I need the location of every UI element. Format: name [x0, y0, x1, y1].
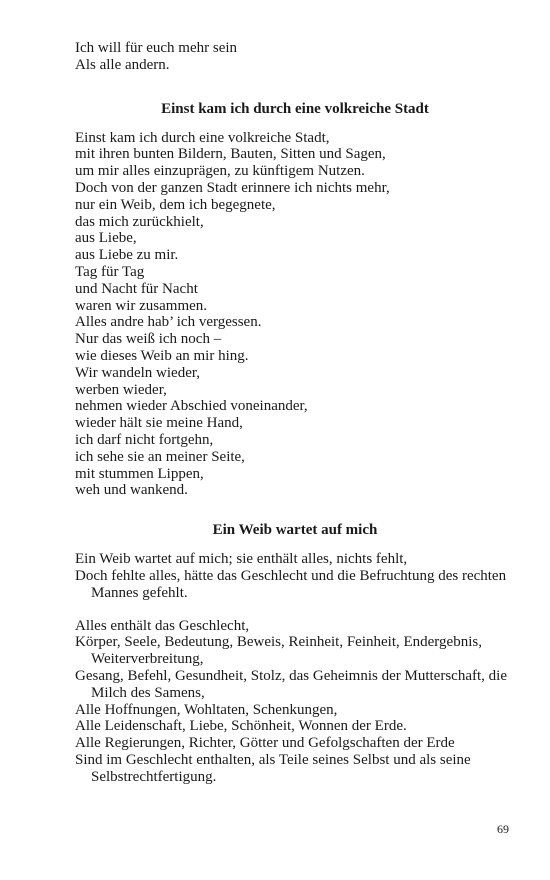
poem-line-continuation: Mannes gefehlt. — [91, 584, 188, 601]
poem-line-continuation: Weiterverbreitung, — [91, 651, 204, 668]
poem-line: Doch von der ganzen Stadt erinnere ich nichts mehr, — [75, 179, 390, 196]
poem-line: Körper, Seele, Bedeutung, Beweis, Reinheit, Feinheit, Endergebnis, — [75, 634, 482, 651]
intro-stanza — [75, 40, 515, 74]
poem-line: Einst kam ich durch eine volkreiche Stadt, — [75, 129, 330, 146]
poem-line: Ich will für euch mehr sein — [75, 40, 238, 56]
poem-line: Alle Leidenschaft, Liebe, Schönheit, Wonnen der Erde. — [75, 718, 407, 735]
poem-line: das mich zurückhielt, — [75, 213, 204, 230]
poem-line: Alle Hoffnungen, Wohltaten, Schenkungen, — [75, 701, 338, 718]
poem-line: um mir alles einzuprägen, zu künftigem Nutzen. — [75, 163, 365, 180]
poem-line: waren wir zusammen. — [75, 297, 208, 314]
poem-line: Wir wandeln wieder, — [75, 364, 200, 381]
poem-line: mit ihren bunten Bildern, Bauten, Sitten und Sagen, — [75, 146, 386, 163]
poem-line: Doch fehlte alles, hätte das Geschlecht und die Befruchtung des rechten — [75, 567, 507, 584]
poem-line: Alles enthält das Geschlecht, — [75, 617, 250, 634]
poem-line: aus Liebe, — [75, 230, 137, 247]
poem-line: wie dieses Weib an mir hing. — [75, 347, 249, 364]
poem-line-continuation: Milch des Samens, — [91, 684, 205, 701]
poem-line: Sind im Geschlecht enthalten, als Teile seines Selbst und als seine — [75, 751, 471, 768]
poem-line: ich darf nicht fortgehn, — [75, 431, 214, 448]
page-body — [75, 40, 515, 785]
poem-line: ich sehe sie an meiner Seite, — [75, 448, 245, 465]
poem-line-continuation: Selbstrechtfertigung. — [91, 768, 217, 785]
poem-line: Als alle andern. — [75, 56, 170, 73]
poem-line: Tag für Tag — [75, 263, 145, 280]
poem-2-stanza-1 — [75, 551, 515, 601]
page-number: 69 — [497, 822, 509, 836]
poem-line: werben wieder, — [75, 381, 167, 398]
poem-line: Gesang, Befehl, Gesundheit, Stolz, das Geheimnis der Mutterschaft, die — [75, 667, 507, 684]
poem-line: wieder hält sie meine Hand, — [75, 415, 243, 432]
poem-line: mit stummen Lippen, — [75, 465, 204, 482]
poem-line: Nur das weiß ich noch – — [75, 331, 222, 348]
poem-line: und Nacht für Nacht — [75, 280, 198, 297]
poem-line: Ein Weib wartet auf mich; sie enthält alles, nichts fehlt, — [75, 551, 408, 568]
poem-1-body — [75, 130, 515, 500]
poem-line: nur ein Weib, dem ich begegnete, — [75, 196, 276, 213]
poem-line: weh und wankend. — [75, 482, 188, 499]
poem-line: nehmen wieder Abschied voneinander, — [75, 398, 308, 415]
poem-line: Alles andre hab’ ich vergessen. — [75, 314, 262, 331]
poem-title: Ein Weib wartet auf mich — [212, 522, 378, 539]
poem-title: Einst kam ich durch eine volkreiche Stadt — [161, 100, 429, 117]
poem-line: aus Liebe zu mir. — [75, 247, 179, 264]
poem-2-stanza-2 — [75, 618, 515, 786]
poem-line: Alle Regierungen, Richter, Götter und Gefolgschaften der Erde — [75, 735, 455, 752]
